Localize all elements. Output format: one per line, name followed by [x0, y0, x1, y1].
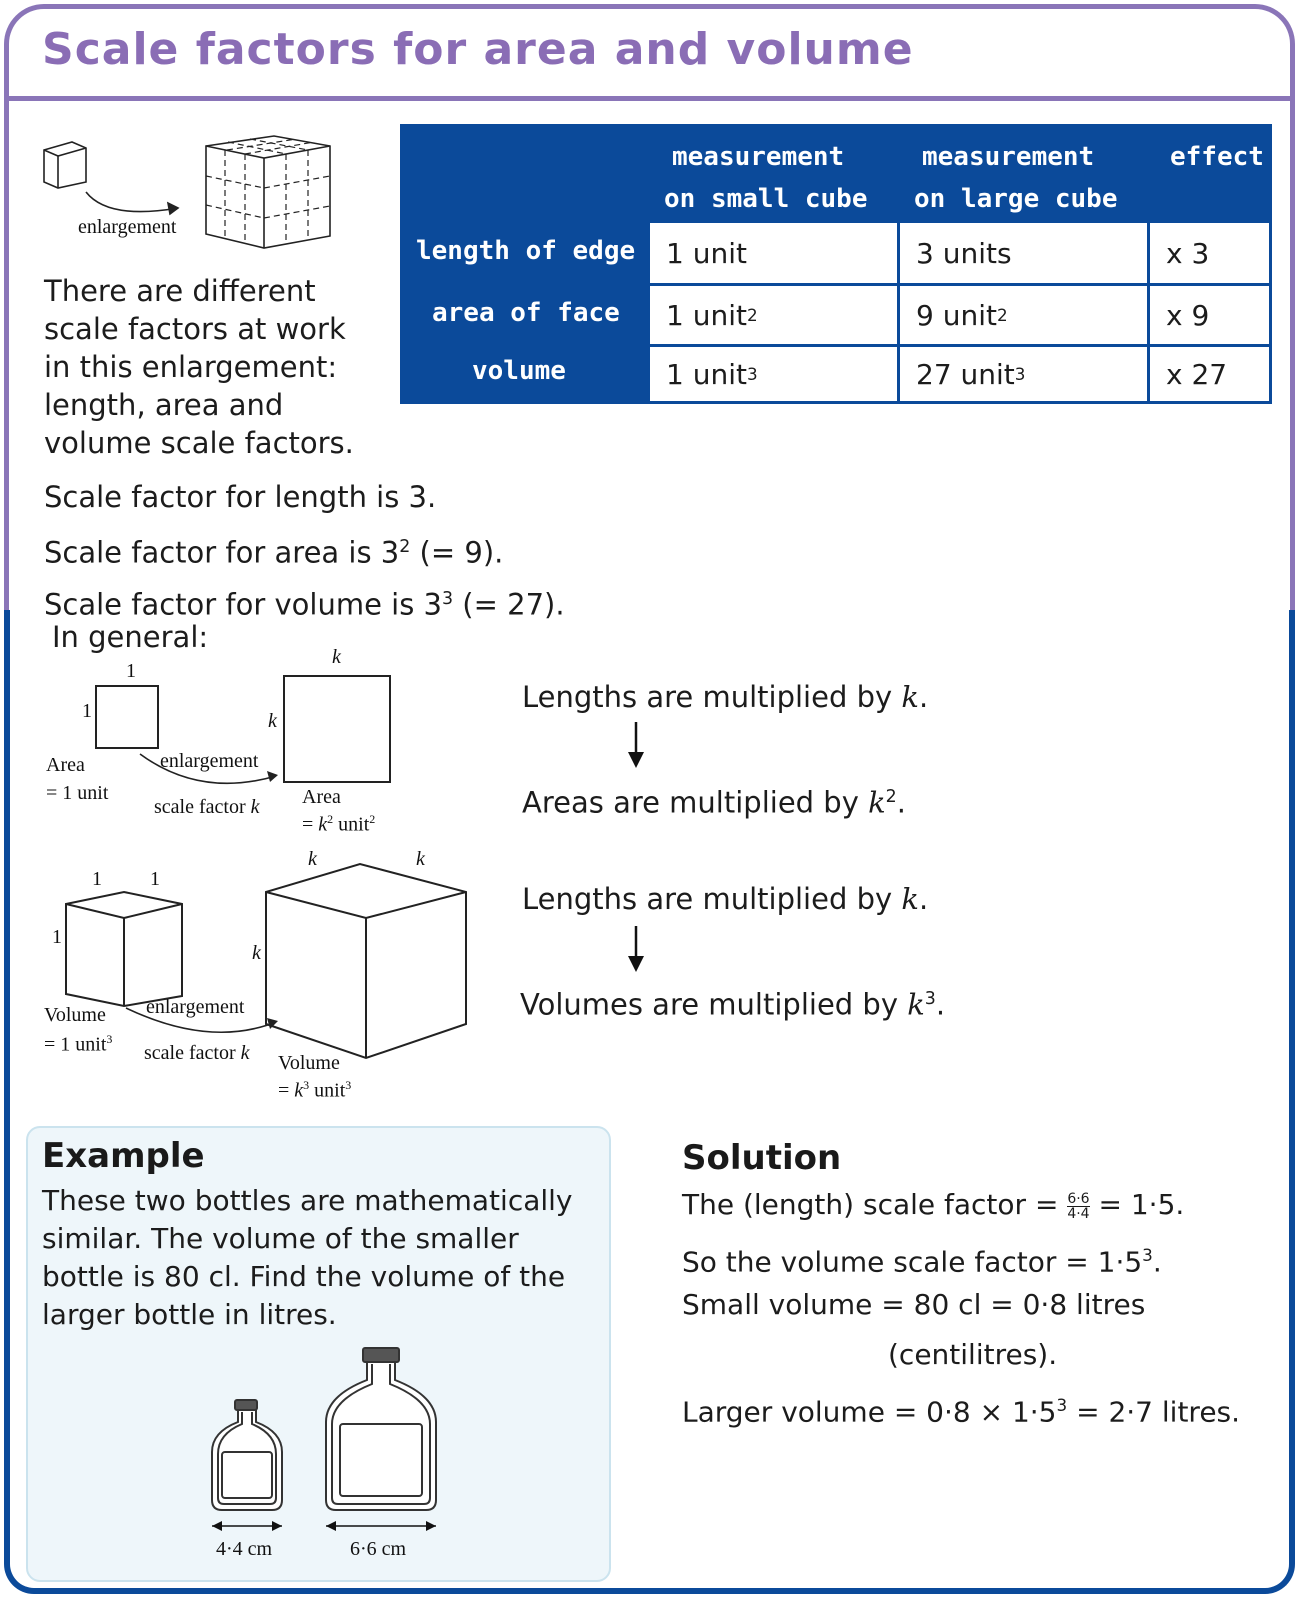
fraction: $\frac{6\cdot 6}{4\cdot 4}$ [1067, 1190, 1090, 1222]
cube-scale-factor-label: scale factor k [144, 1042, 250, 1064]
title-rule [8, 96, 1295, 101]
large-bottle-width: 6·6 cm [350, 1538, 407, 1560]
solution-line-1: The (length) scale factor = $\frac{6\cdot 6}{4\cdot 4}$ = 1·5. [682, 1188, 1185, 1222]
cell-volume-effect: x 27 [1150, 347, 1269, 401]
example-line: bottle is 80 cl. Find the volume of the [42, 1260, 566, 1293]
square-side-label-1: 1 [82, 700, 92, 722]
cube-enlargement-label: enlargement [146, 996, 245, 1018]
row-label-length: length of edge [416, 236, 636, 266]
down-arrow-icon [626, 722, 646, 768]
cube-top-label-ka: k [308, 848, 317, 870]
scale-volume-line: Scale factor for volume is $3^3$ (= 27). [44, 587, 565, 622]
square-side-label-k: k [268, 710, 277, 732]
cell-area-effect: x 9 [1150, 286, 1269, 344]
enlargement-label: enlargement [78, 216, 177, 238]
cell-area-large: 9 unit 2 [900, 286, 1147, 344]
cube-side-label-1: 1 [52, 926, 62, 948]
intro-line: scale factors at work [44, 312, 346, 346]
in-general-label: In general: [52, 620, 209, 654]
example-line: similar. The volume of the smaller [42, 1222, 519, 1255]
cell-length-large: 3 units [900, 223, 1147, 283]
example-text [42, 1182, 573, 1334]
intro-text [44, 272, 354, 462]
intro-line: length, area and [44, 388, 284, 422]
small-area-value: = 1 unit [46, 782, 109, 804]
cube-top-label-1b: 1 [150, 868, 160, 890]
header-large-line1: measurement [922, 142, 1095, 172]
page-title: Scale factors for area and volume [42, 24, 914, 75]
example-line: larger bottle in litres. [42, 1298, 337, 1331]
cell-area-small: 1 unit 2 [650, 286, 897, 344]
row-label-area: area of face [432, 298, 620, 328]
down-arrow-icon [626, 926, 646, 972]
cell-length-effect: x 3 [1150, 223, 1269, 283]
solution-line-3: Small volume = 80 cl = 0·8 litres [682, 1288, 1146, 1321]
large-volume-value: = $k^3$ unit$^3$ [278, 1078, 352, 1102]
rule-lengths-1: Lengths are multiplied by k. [522, 680, 929, 714]
rule-lengths-2: Lengths are multiplied by k. [522, 882, 929, 916]
square-scale-factor-label: scale factor k [154, 796, 260, 818]
solution-line-2: So the volume scale factor = $1\cdot 5^3$. [682, 1245, 1162, 1279]
large-area-label: Area [302, 786, 341, 808]
large-area-value: = $k^2$ unit$^2$ [302, 812, 376, 836]
scale-factor-table [400, 124, 1272, 404]
large-volume-label: Volume [278, 1052, 340, 1074]
cube-top-label-1a: 1 [92, 868, 102, 890]
cell-volume-large: 27 unit 3 [900, 347, 1147, 401]
small-bottle-width: 4·4 cm [216, 1538, 273, 1560]
solution-line-5: Larger volume = $0\cdot 8 \times 1\cdot 5^3 = 2\cdot 7$ litres. [682, 1395, 1241, 1429]
scale-area-line: Scale factor for area is $3^2$ (= 9). [44, 535, 504, 570]
intro-line: in this enlargement: [44, 350, 338, 384]
small-volume-label: Volume [44, 1004, 106, 1026]
cell-volume-small: 1 unit 3 [650, 347, 897, 401]
intro-line: There are different [44, 274, 316, 308]
header-small-line1: measurement [672, 142, 845, 172]
rule-volumes: Volumes are multiplied by $k^3$. [520, 987, 946, 1022]
row-label-volume: volume [472, 356, 566, 386]
small-volume-value: = 1 unit$^3$ [44, 1032, 113, 1056]
scale-length-line: Scale factor for length is 3. [44, 480, 437, 514]
header-small-line2: on small cube [664, 184, 868, 214]
header-effect: effect [1170, 142, 1264, 172]
solution-line-4: (centilitres). [888, 1338, 1058, 1371]
rule-areas: Areas are multiplied by $k^2$. [522, 785, 906, 820]
example-line: These two bottles are mathematically [42, 1184, 573, 1217]
square-enlargement-label: enlargement [160, 750, 259, 772]
square-top-label-1: 1 [126, 660, 136, 682]
example-heading: Example [42, 1136, 205, 1176]
bottles-illustration [200, 1340, 460, 1540]
square-top-label-k: k [332, 646, 341, 668]
small-area-label: Area [46, 754, 85, 776]
solution-heading: Solution [682, 1138, 842, 1178]
cell-length-small: 1 unit [650, 223, 897, 283]
intro-line: volume scale factors. [44, 426, 354, 460]
cube-top-label-kb: k [416, 848, 425, 870]
header-large-line2: on large cube [914, 184, 1118, 214]
cube-side-label-k: k [252, 942, 261, 964]
